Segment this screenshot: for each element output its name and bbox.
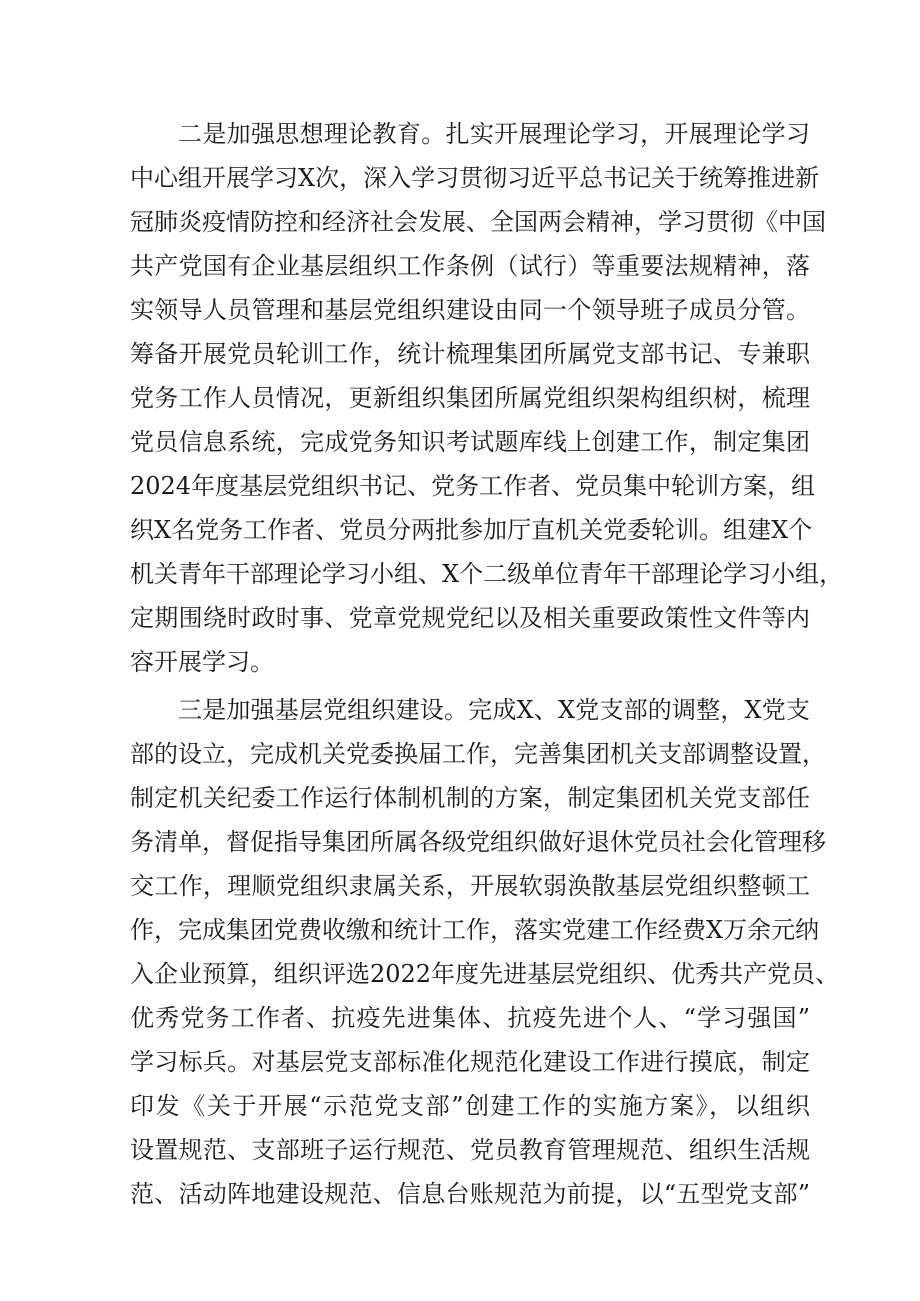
paragraph-line: 范、活动阵地建设规范、信息台账规范为前提，以“五型党支部” (130, 1180, 810, 1208)
document-body (130, 112, 844, 1216)
paragraph-line: 交工作，理顺党组织隶属关系，开展软弱涣散基层党组织整顿工 (130, 872, 810, 900)
paragraph-line: 定期围绕时政时事、党章党规党纪以及相关重要政策性文件等内 (130, 604, 810, 632)
paragraph-line: 学习标兵。对基层党支部标准化规范化建设工作进行摸底，制定 (130, 1048, 810, 1076)
paragraph-line: 冠肺炎疫情防控和经济社会发展、全国两会精神，学习贯彻《中国 (130, 208, 826, 236)
paragraph-line: 共产党国有企业基层组织工作条例（试行）等重要法规精神，落 (130, 252, 810, 280)
paragraph-line: 党员信息系统，完成党务知识考试题库线上创建工作，制定集团 (130, 428, 810, 456)
paragraph-line: 部的设立，完成机关党委换届工作，完善集团机关支部调整设置， (130, 740, 826, 768)
paragraph-line: 织X名党务工作者、党员分两批参加厅直机关党委轮训。组建X个 (130, 516, 813, 544)
paragraph-line: 党务工作人员情况，更新组织集团所属党组织架构组织树，梳理 (130, 384, 810, 412)
paragraph-line: 容开展学习。 (130, 648, 274, 676)
paragraph-line: 实领导人员管理和基层党组织建设由同一个领导班子成员分管。 (130, 296, 810, 324)
paragraph-line: 筹备开展党员轮训工作，统计梳理集团所属党支部书记、专兼职 (130, 340, 810, 368)
paragraph-line: 机关青年干部理论学习小组、X个二级单位青年干部理论学习小组， (130, 560, 844, 588)
paragraph-line: 优秀党务工作者、抗疫先进集体、抗疫先进个人、“学习强国” (130, 1004, 810, 1032)
paragraph-line: 设置规范、支部班子运行规范、党员教育管理规范、组织生活规 (130, 1136, 810, 1164)
paragraph-line: 务清单，督促指导集团所属各级党组织做好退休党员社会化管理移 (130, 828, 826, 856)
paragraph-line: 三是加强基层党组织建设。完成X、X党支部的调整，X党支 (178, 696, 810, 724)
paragraph-line: 制定机关纪委工作运行体制机制的方案，制定集团机关党支部任 (130, 784, 810, 812)
paragraph-line: 2024年度基层党组织书记、党务工作者、党员集中轮训方案，组 (130, 472, 816, 500)
paragraph-line: 中心组开展学习X次，深入学习贯彻习近平总书记关于统筹推进新 (130, 164, 820, 192)
paragraph-line: 作，完成集团党费收缴和统计工作，落实党建工作经费X万余元纳 (130, 916, 820, 944)
paragraph-line: 二是加强思想理论教育。扎实开展理论学习，开展理论学习 (178, 120, 810, 148)
paragraph-line: 印发《关于开展“示范党支部”创建工作的实施方案》，以组织 (130, 1092, 810, 1120)
paragraph-line: 入企业预算，组织评选2022年度先进基层党组织、优秀共产党员、 (130, 960, 840, 988)
paragraph-theory-education (130, 112, 844, 684)
paragraph-party-organization (130, 688, 840, 1216)
